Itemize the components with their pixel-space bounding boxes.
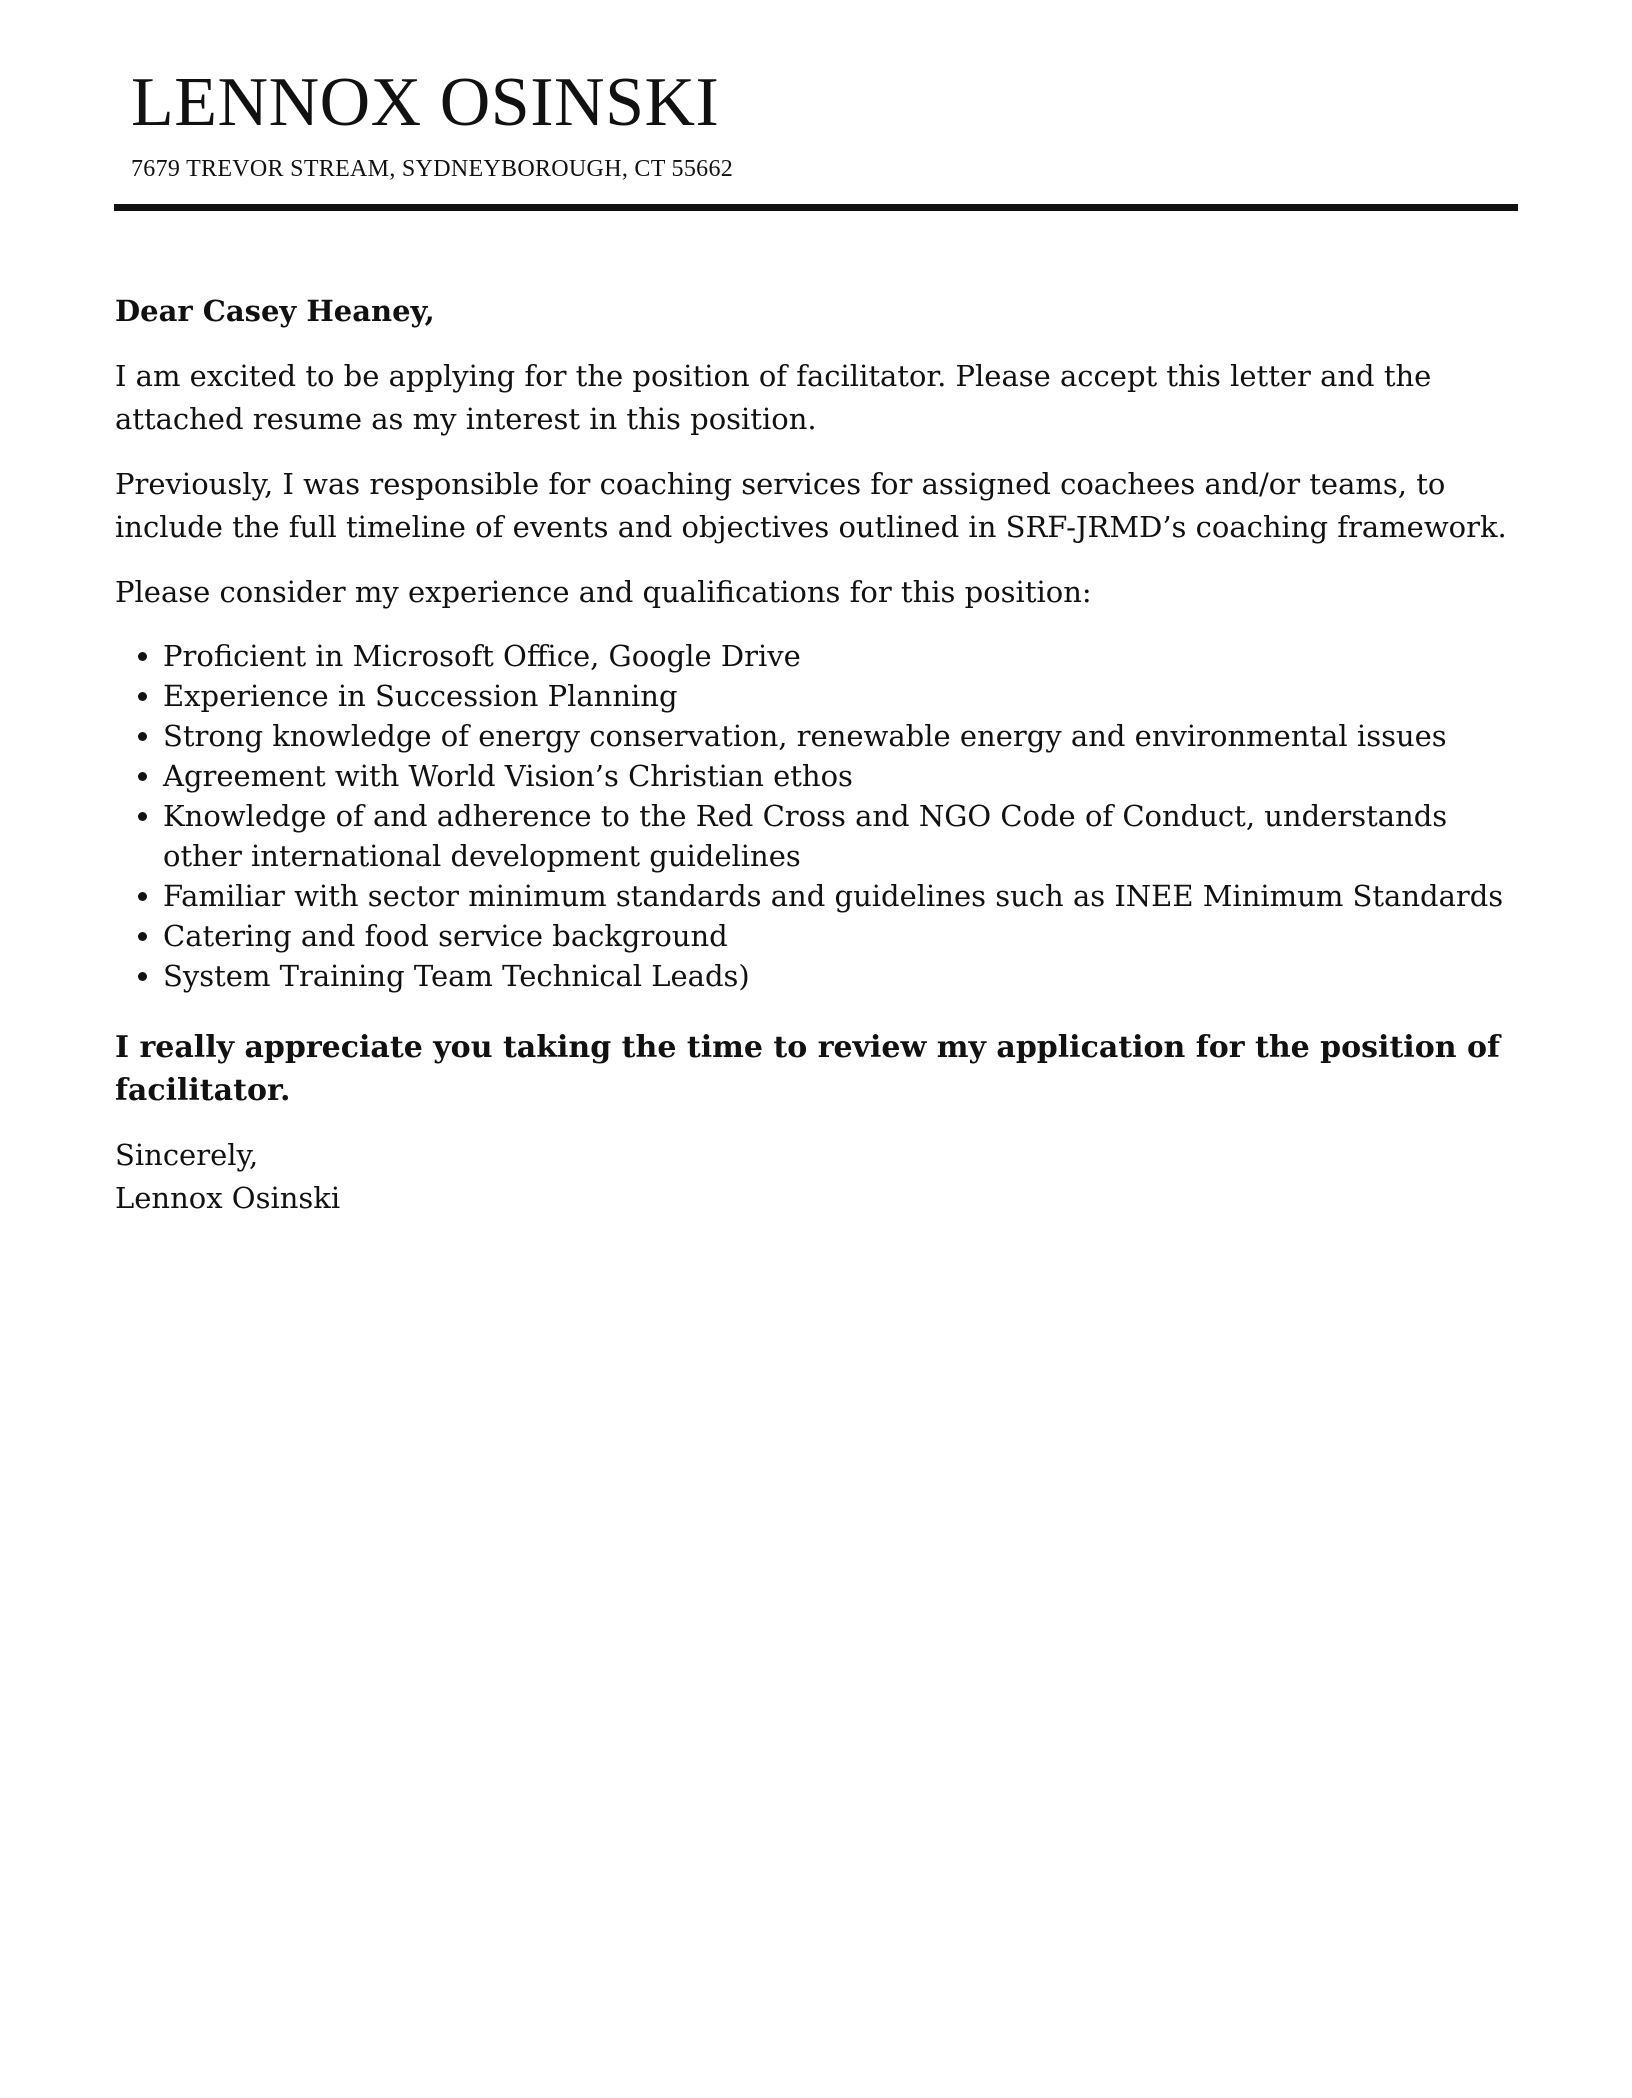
- experience-paragraph: Previously, I was responsible for coaching services for assigned coachees and/or teams, to include the full timeline of events and objectives outlined in SRF-JRMD’s coaching framework.: [115, 467, 1507, 544]
- intro-paragraph: I am excited to be applying for the position of facilitator. Please accept this letter and the attached resume as my interest in this position.: [115, 359, 1432, 436]
- list-item: • Agreement with World Vision’s Christian ethos: [163, 756, 1520, 796]
- applicant-address: 7679 TREVOR STREAM, SYDNEYBOROUGH, CT 55662: [131, 156, 734, 182]
- qualifications-list: [115, 636, 1520, 996]
- list-item: • Familiar with sector minimum standards and guidelines such as INEE Minimum Standards: [163, 876, 1520, 916]
- applicant-name: LENNOX OSINSKI: [131, 64, 720, 141]
- list-item: • Experience in Succession Planning: [163, 676, 1520, 716]
- closing-statement: I really appreciate you taking the time to review my application for the position of facilitator.: [115, 1030, 1500, 1108]
- list-item: • Strong knowledge of energy conservation, renewable energy and environmental issues: [163, 716, 1520, 756]
- list-item: • Proficient in Microsoft Office, Google Drive: [163, 636, 1520, 676]
- header-divider: [114, 204, 1518, 211]
- signature-name: Lennox Osinski: [115, 1181, 341, 1215]
- qualifications-intro: Please consider my experience and qualifications for this position:: [115, 575, 1092, 609]
- letter-body: [115, 290, 1520, 1220]
- salutation: Dear Casey Heaney,: [115, 294, 435, 328]
- sign-off-text: Sincerely,: [115, 1138, 259, 1172]
- letter-header: [131, 58, 1517, 183]
- list-item: • System Training Team Technical Leads): [163, 956, 1520, 996]
- list-item: • Catering and food service background: [163, 916, 1520, 956]
- sign-off: [115, 1134, 1520, 1220]
- list-item: • Knowledge of and adherence to the Red Cross and NGO Code of Conduct, understands other international development guidelines: [163, 796, 1520, 876]
